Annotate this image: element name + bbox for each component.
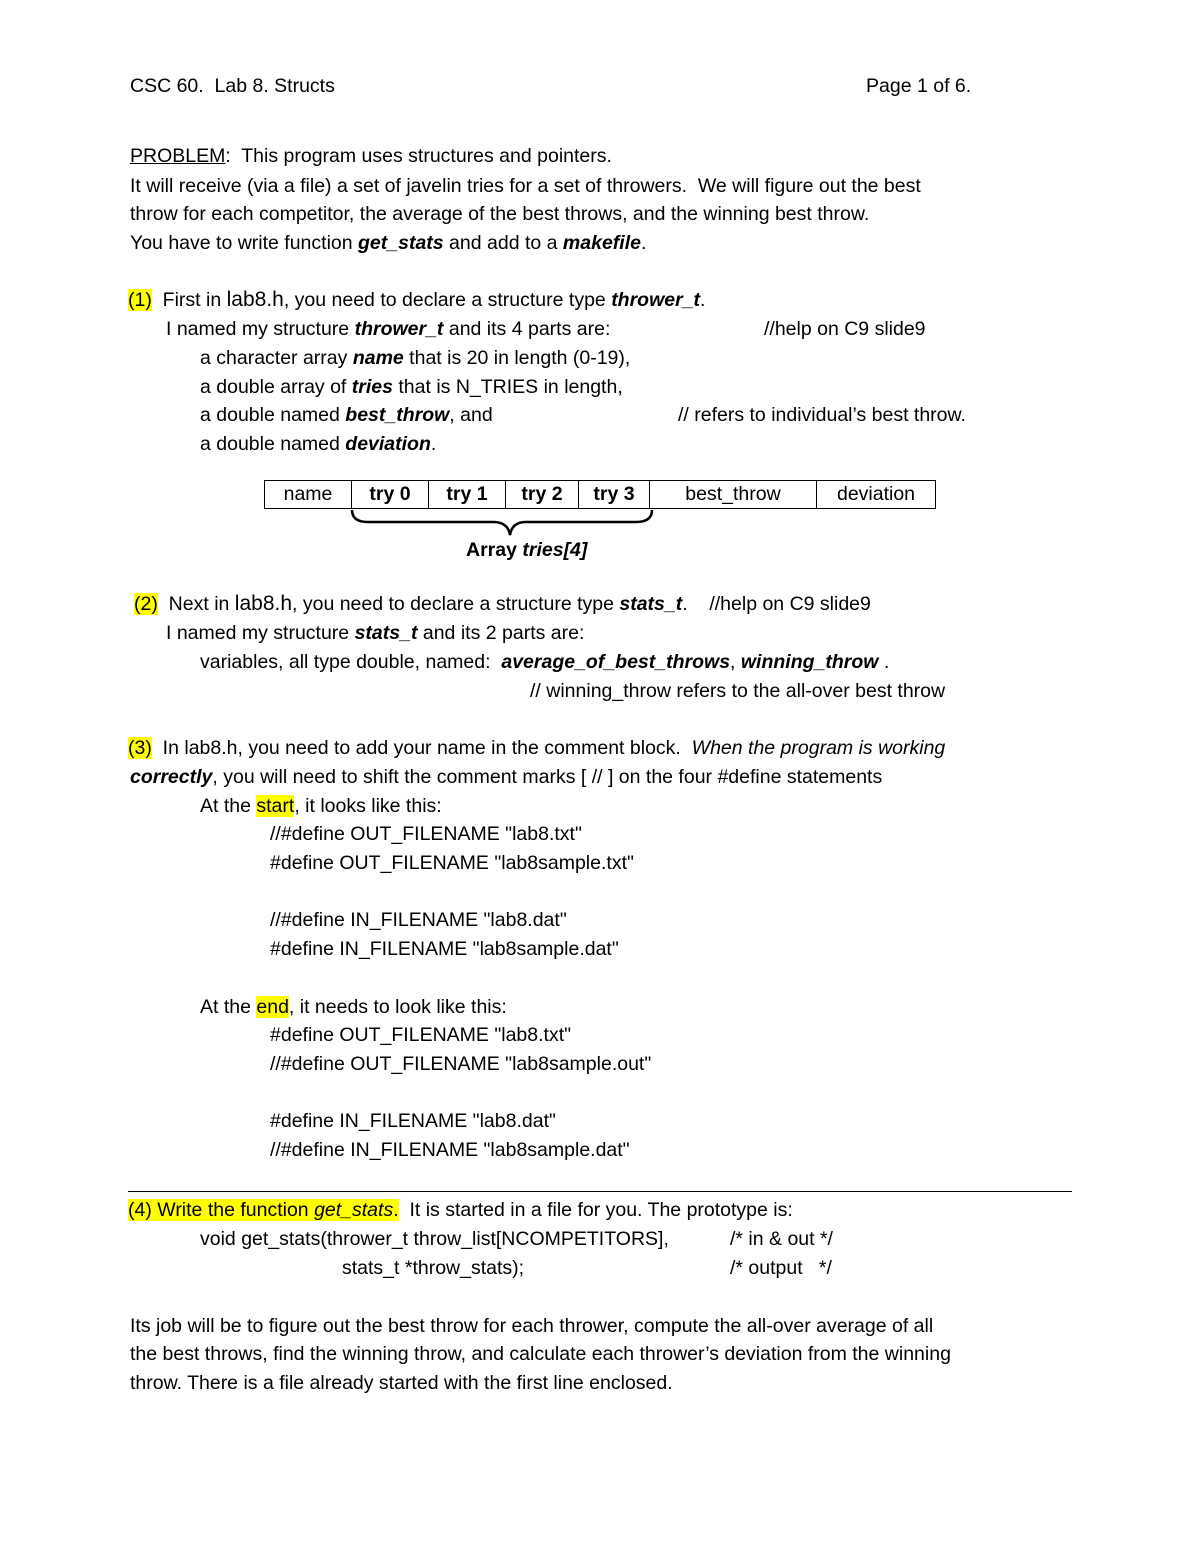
brace-icon [348,508,658,538]
end-a: At the [200,996,257,1018]
cell-name: name [265,481,352,509]
code-line: //#define IN_FILENAME "lab8sample.dat" [270,1139,630,1161]
start-a: At the [200,795,257,817]
cell-deviation: deviation [817,481,936,509]
step2-l2-b: and its 2 parts are: [417,622,585,644]
code-line: #define OUT_FILENAME "lab8sample.txt" [270,852,634,874]
problem-label: PROBLEM [130,145,226,167]
part3-name: best_throw [345,404,450,426]
step2-l3-a: variables, all type double, named: [200,651,502,673]
code-line: #define OUT_FILENAME "lab8.txt" [270,1024,572,1046]
section-divider [128,1191,1072,1192]
step2-l3-b: . [878,651,890,673]
problem-line [130,144,612,168]
step3-l2-b: , you will need to shift the comment marks [ // ] on the four #define statements [212,766,883,788]
page-num: 1 [916,75,928,97]
step3-start-label [200,794,442,818]
prototype-line-1: void get_stats(thrower_t throw_list[NCOMPETITORS], [200,1228,669,1250]
step4-para-line: Its job will be to figure out the best throw for each thrower, compute the all-over average of all [130,1315,934,1337]
step2-number: (2) [134,593,158,615]
page-of: of 6. [927,75,972,97]
part1-a: a character array [200,347,353,369]
intro-l4-a: You have to write function [130,232,359,254]
start-b: , it looks like this: [294,795,442,817]
step1-help-comment: //help on C9 slide9 [764,318,926,340]
step2-line3 [200,650,889,674]
intro-makefile: makefile [562,232,641,254]
cell-try1: try 1 [429,481,506,509]
step4-para-line: throw. There is a file already started with the first line enclosed. [130,1372,673,1394]
step1-part4 [200,432,436,456]
prototype-comment-1: /* in & out */ [730,1228,833,1250]
step2-line2 [166,621,584,645]
step4-function: get_stats [314,1199,394,1221]
part2-name: tries [351,376,393,398]
header-title: CSC 60. Lab 8. Structs [130,75,335,97]
part3-b: , and [449,404,493,426]
intro-l4-c: . [640,232,647,254]
code-line: #define IN_FILENAME "lab8sample.dat" [270,938,619,960]
step2-l2-type: stats_t [354,622,418,644]
brace-label-a: Array [466,539,523,561]
step3-heading [128,736,945,760]
step2-var1: average_of_best_throws [501,651,731,673]
step1-part1 [200,346,630,370]
cell-try0: try 0 [352,481,429,509]
step4-heading [128,1198,793,1222]
step1-part2 [200,375,623,399]
step2-type: stats_t [619,593,683,615]
problem-text: : This program uses structures and pointers. [225,145,612,167]
cell-try2: try 2 [506,481,579,509]
part3-a: a double named [200,404,346,426]
step4-b: . [393,1199,399,1221]
step2-var2: winning_throw [740,651,879,673]
step2-a: Next in [157,593,235,615]
step2-heading [134,592,871,616]
step2-comment: // winning_throw refers to the all-over best throw [530,680,946,702]
step3-end-label [200,995,507,1019]
cell-best-throw: best_throw [650,481,817,509]
step1-l2-type: thrower_t [354,318,444,340]
step4-rest: It is started in a file for you. The prototype is: [398,1199,793,1221]
step3-correctly: correctly [130,766,213,788]
intro-function-name: get_stats [358,232,444,254]
code-line: //#define OUT_FILENAME "lab8sample.out" [270,1053,652,1075]
code-line: //#define OUT_FILENAME "lab8.txt" [270,823,582,845]
step1-type: thrower_t [611,289,701,311]
part2-a: a double array of [200,376,352,398]
intro-line-4 [130,231,646,255]
brace-label-b: tries[4] [522,539,588,561]
step1-l2-b: and its 4 parts are: [443,318,611,340]
cell-try3: try 3 [579,481,650,509]
step1-number: (1) [128,289,152,311]
step1-heading [128,288,705,312]
page-label: Page [866,75,917,97]
step2-file: lab8.h [234,592,293,615]
step2-b: , you need to declare a structure type [292,593,620,615]
step4-number: (4) [128,1199,152,1221]
page-number [866,74,971,98]
struct-diagram [264,480,936,509]
step1-a: First in [151,289,227,311]
part4-name: deviation [345,433,431,455]
step1-l2-a: I named my structure [166,318,355,340]
part4-a: a double named [200,433,346,455]
part2-b: that is N_TRIES in length, [392,376,623,398]
step4-a: Write the function [151,1199,315,1221]
step1-part3-comment: // refers to individual’s best throw. [678,404,966,426]
step4-para-line: the best throws, find the winning throw, and calculate each thrower’s deviation from the winning [130,1343,951,1365]
end-highlight: end [256,996,289,1018]
step3-line2 [130,765,882,789]
step4-highlight [128,1199,399,1221]
step1-file: lab8.h [226,288,284,311]
intro-l4-b: and add to a [443,232,563,254]
brace-label [466,538,587,562]
step2-c: . //help on C9 slide9 [682,593,871,615]
code-line: #define IN_FILENAME "lab8.dat" [270,1110,556,1132]
step1-c: . [700,289,706,311]
part1-b: that is 20 in length (0-19), [403,347,631,369]
step2-sep: , [730,651,741,673]
start-highlight: start [256,795,295,817]
prototype-comment-2: /* output */ [730,1257,832,1279]
end-b: , it needs to look like this: [288,996,507,1018]
part1-name: name [352,347,404,369]
step1-line2 [166,317,610,341]
prototype-line-2: stats_t *throw_stats); [342,1257,525,1279]
step1-part3 [200,403,493,427]
intro-line-2: It will receive (via a file) a set of javelin tries for a set of throwers. We will figure out the best [130,175,921,197]
code-line: //#define IN_FILENAME "lab8.dat" [270,909,567,931]
step3-a: In lab8.h, you need to add your name in the comment block. [151,737,692,759]
step3-italic: When the program is working [691,737,946,759]
step2-l2-a: I named my structure [166,622,355,644]
step3-number: (3) [128,737,152,759]
intro-line-3: throw for each competitor, the average of the best throws, and the winning best throw. [130,203,870,225]
part4-b: . [430,433,437,455]
step1-b: , you need to declare a structure type [283,289,612,311]
